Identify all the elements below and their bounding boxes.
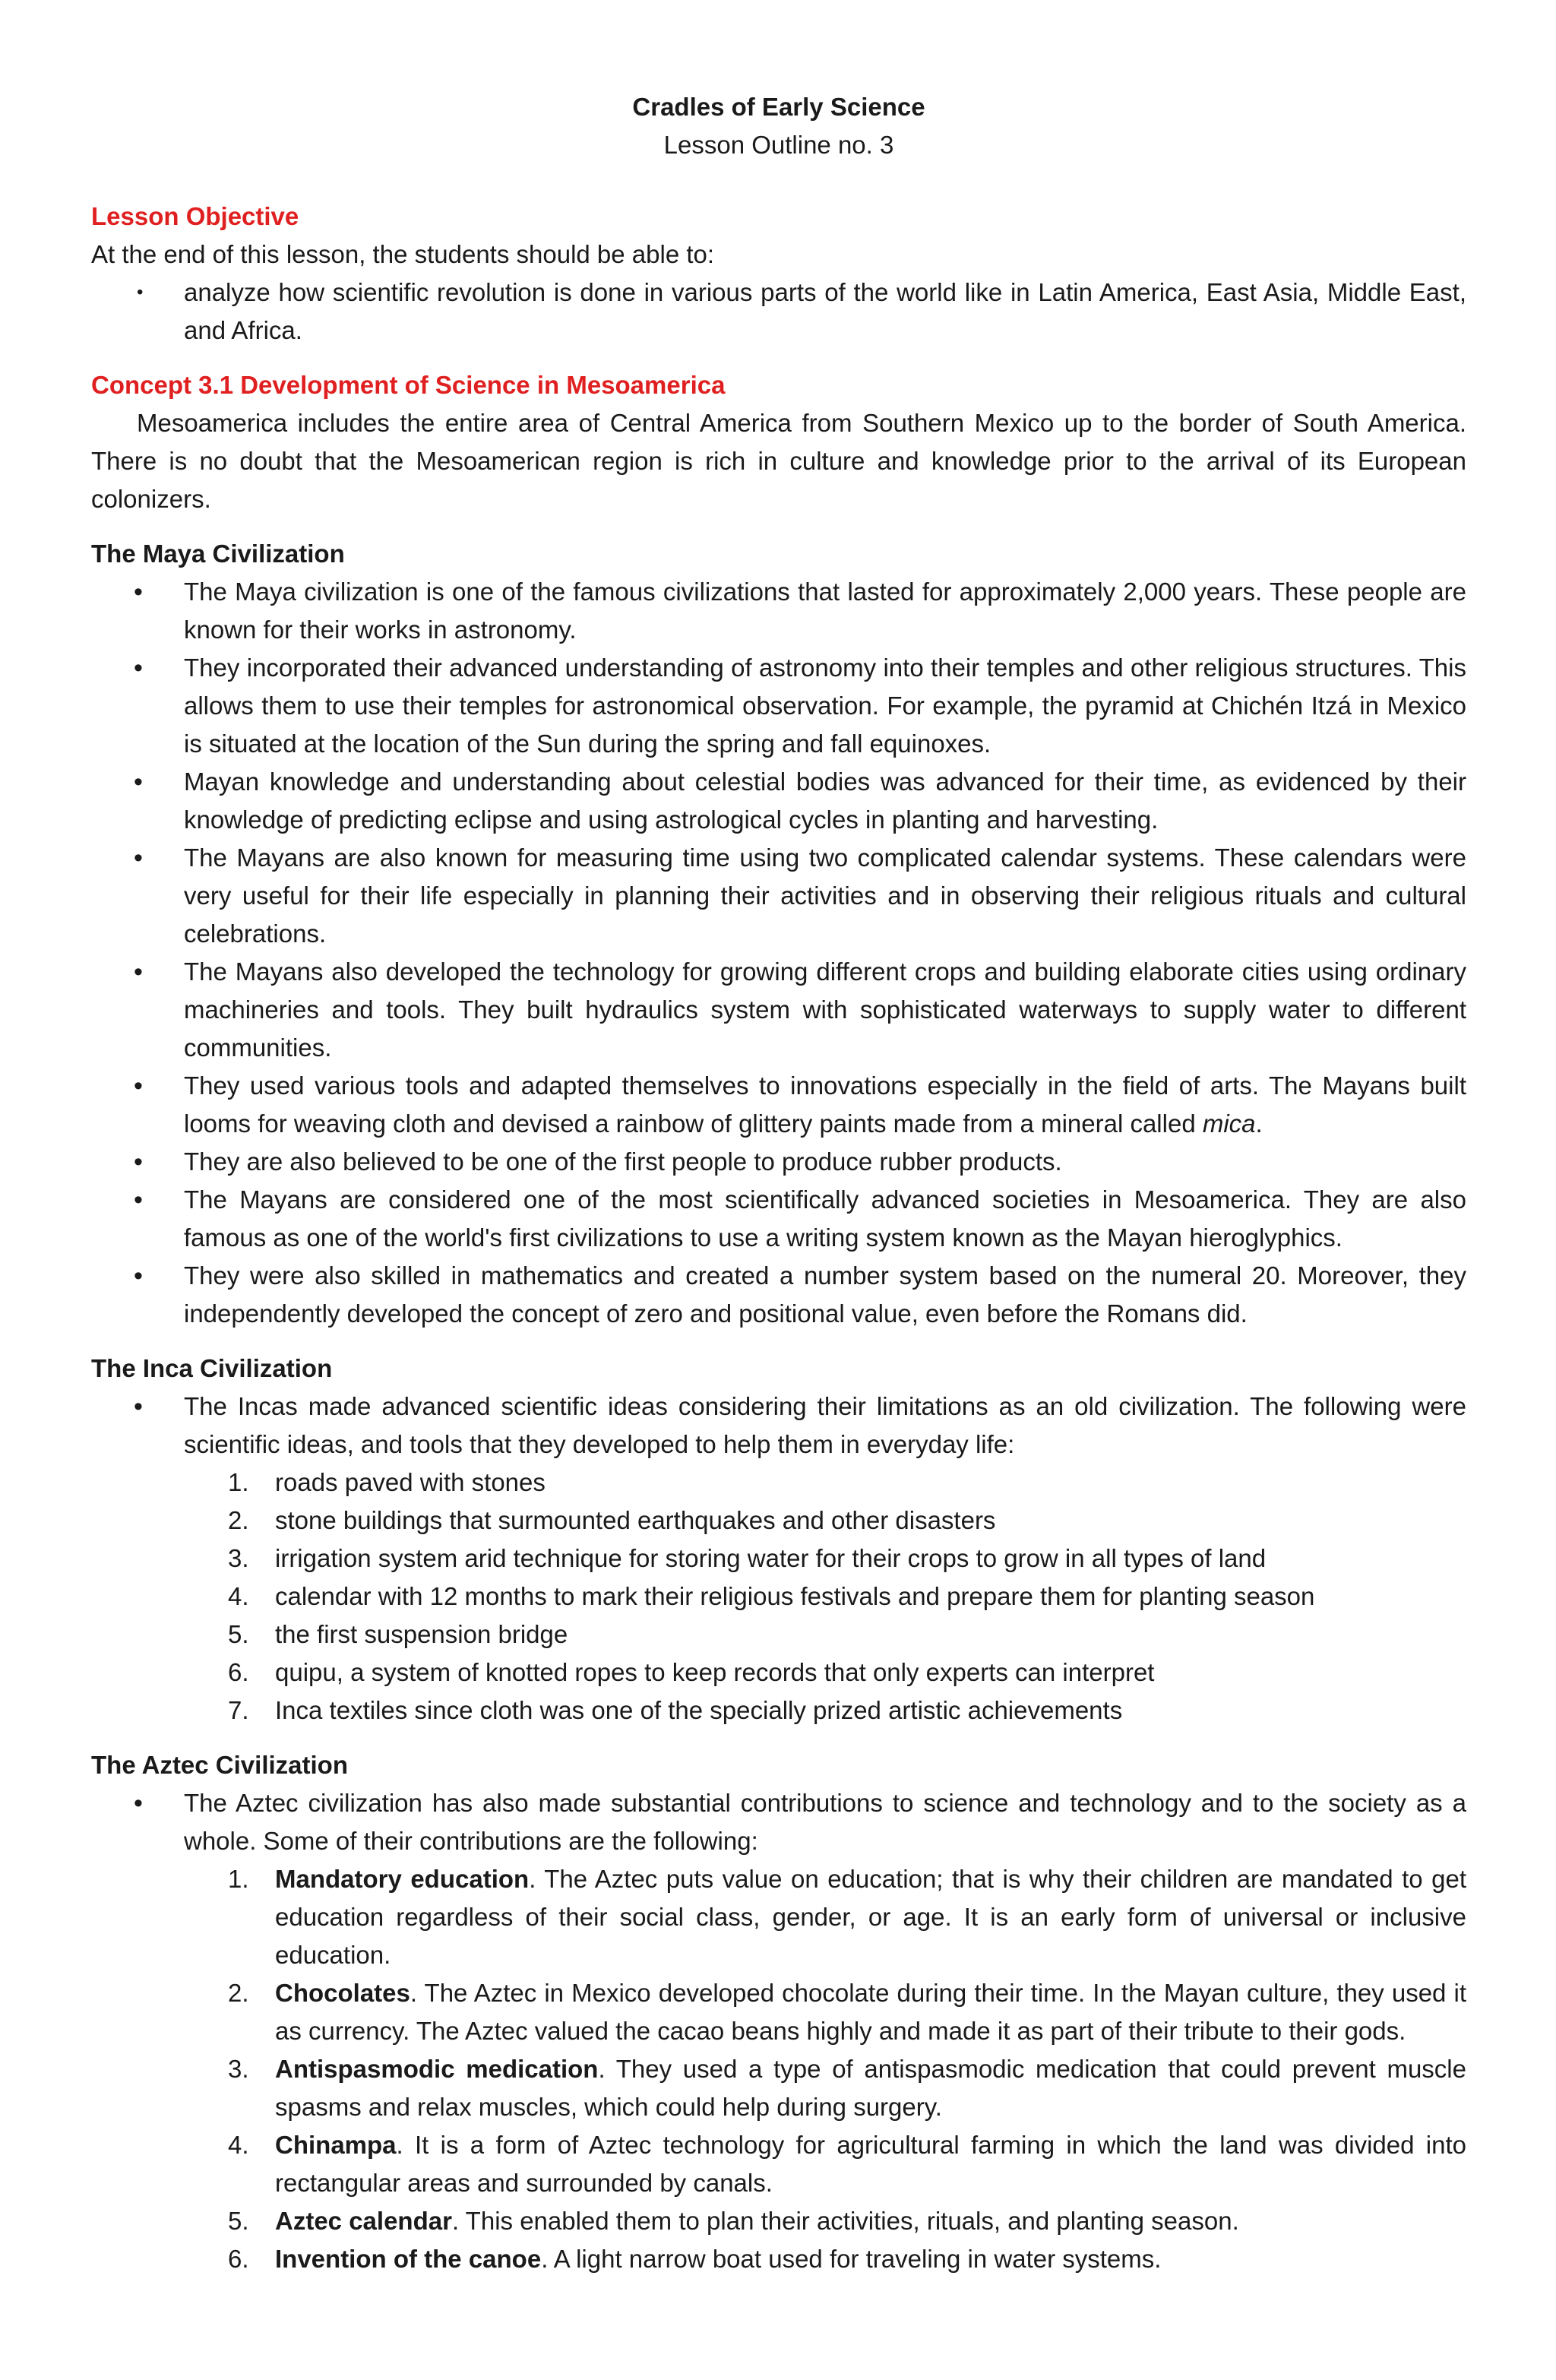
- list-item: [91, 1654, 1466, 1692]
- item-text: stone buildings that surmounted earthquakes and other disasters: [275, 1506, 996, 1534]
- concept-paragraph: Mesoamerica includes the entire area of Central America from Southern Mexico up to the border of South America. There is no doubt that the Mesoamerican region is rich in culture and knowledge prior to the arrival of its European colonizers.: [91, 409, 1466, 513]
- item-number: 4.: [228, 2131, 249, 2159]
- list-item: • They are also believed to be one of the first people to produce rubber products.: [91, 1143, 1466, 1181]
- item-number: 7.: [228, 1696, 249, 1724]
- item-number: 6.: [228, 2245, 249, 2273]
- list-item: [91, 2050, 1466, 2126]
- aztec-heading: The Aztec Civilization: [91, 1751, 348, 1779]
- item-text: . A light narrow boat used for traveling in water systems.: [541, 2245, 1162, 2273]
- arts-text: They used various tools and adapted themselves to innovations especially in the field of arts. The Mayans built looms for weaving cloth and devised a rainbow of glittery paints made from a mineral called: [184, 1071, 1466, 1138]
- list-item: • They were also skilled in mathematics and created a number system based on the numeral 20. Moreover, they independently developed the concept of zero and positional value, even before the Romans did.: [91, 1257, 1466, 1333]
- item-number: 3.: [228, 2055, 249, 2083]
- list-item: [91, 1540, 1466, 1578]
- item-number: 5.: [228, 1620, 249, 1648]
- arts-end: .: [1255, 1109, 1263, 1138]
- item-number: 1.: [228, 1468, 249, 1496]
- item-text: irrigation system arid technique for storing water for their crops to grow in all types of land: [275, 1544, 1267, 1572]
- item-text: . The Aztec in Mexico developed chocolate during their time. In the Mayan culture, they used it as currency. The Aztec valued the cacao beans highly and made it as part of their tribute to their gods.: [275, 1979, 1466, 2045]
- item-text: . It is a form of Aztec technology for agricultural farming in which the land was divided into rectangular areas and surrounded by canals.: [275, 2131, 1466, 2197]
- document-title: Cradles of Early Science: [632, 93, 925, 121]
- item-number: 3.: [228, 1544, 249, 1572]
- item-term: Antispasmodic medication: [275, 2055, 599, 2083]
- item-number: 4.: [228, 1582, 249, 1610]
- item-text: calendar with 12 months to mark their religious festivals and prepare them for planting season: [275, 1582, 1315, 1610]
- objective-intro: At the end of this lesson, the students should be able to:: [91, 240, 715, 268]
- item-text: . They used a type of antispasmodic medication that could prevent muscle spasms and relax muscles, which could help during surgery.: [275, 2055, 1466, 2121]
- list-item: [91, 1464, 1466, 1502]
- list-item: • They incorporated their advanced understanding of astronomy into their temples and other religious structures. This allows them to use their temples for astronomical observation. For example, the pyramid at Chichén Itzá in Mexico is situated at the location of the Sun during the spring and fall equinoxes.: [91, 649, 1466, 763]
- list-item: • The Mayans also developed the technology for growing different crops and building elaborate cities using ordinary machineries and tools. They built hydraulics system with sophisticated waterways to supply water to different communities.: [91, 953, 1466, 1067]
- list-item: [91, 1578, 1466, 1616]
- concept-heading: Concept 3.1 Development of Science in Mesoamerica: [91, 371, 726, 399]
- item-text: roads paved with stones: [275, 1468, 546, 1496]
- item-text: . This enabled them to plan their activities, rituals, and planting season.: [451, 2207, 1239, 2235]
- maya-list: [91, 573, 1466, 1333]
- objective-heading: Lesson Objective: [91, 202, 299, 230]
- aztec-numbered-list: [91, 1860, 1466, 2278]
- inca-numbered-list: [91, 1464, 1466, 1730]
- list-item: [91, 2202, 1466, 2240]
- item-text: quipu, a system of knotted ropes to keep records that only experts can interpret: [275, 1658, 1155, 1686]
- objective-list: [91, 274, 1466, 350]
- inca-list: [91, 1388, 1466, 1464]
- item-number: 1.: [228, 1865, 249, 1893]
- aztec-list: [91, 1784, 1466, 1860]
- inca-heading: The Inca Civilization: [91, 1354, 333, 1382]
- maya-heading: The Maya Civilization: [91, 540, 345, 568]
- list-item: [91, 2126, 1466, 2202]
- list-item: [91, 1502, 1466, 1540]
- title-block: [91, 88, 1466, 164]
- item-number: 2.: [228, 1506, 249, 1534]
- item-number: 6.: [228, 1658, 249, 1686]
- list-item: [91, 1616, 1466, 1654]
- item-text: . The Aztec puts value on education; that is why their children are mandated to get education regardless of their social class, gender, or age. It is an early form of universal or inclusive education.: [275, 1865, 1466, 1969]
- document-page: [91, 88, 1466, 2278]
- item-number: 5.: [228, 2207, 249, 2235]
- list-item: • Mayan knowledge and understanding about celestial bodies was advanced for their time, as evidenced by their knowledge of predicting eclipse and using astrological cycles in planting and harvesting.: [91, 763, 1466, 839]
- item-term: Chinampa: [275, 2131, 397, 2159]
- item-term: Aztec calendar: [275, 2207, 452, 2235]
- list-item: [91, 1692, 1466, 1730]
- list-item: [91, 1974, 1466, 2050]
- list-item: • The Mayans are considered one of the most scientifically advanced societies in Mesoamerica. They are also famous as one of the world's first civilizations to use a writing system known as the Mayan hieroglyphics.: [91, 1181, 1466, 1257]
- inca-intro: • The Incas made advanced scientific ideas considering their limitations as an old civilization. The following were scientific ideas, and tools that they developed to help them in everyday life:: [91, 1388, 1466, 1464]
- document-subtitle: Lesson Outline no. 3: [663, 131, 894, 159]
- list-item: • The Mayans are also known for measuring time using two complicated calendar systems. These calendars were very useful for their life especially in planning their activities and in observing their religious rituals and cultural celebrations.: [91, 839, 1466, 953]
- list-item: [91, 1067, 1466, 1143]
- item-term: Chocolates: [275, 1979, 410, 2007]
- mica-term: mica: [1202, 1109, 1256, 1138]
- list-item: [91, 2240, 1466, 2278]
- item-term: Invention of the canoe: [275, 2245, 542, 2273]
- item-text: the first suspension bridge: [275, 1620, 568, 1648]
- objective-item: • analyze how scientific revolution is done in various parts of the world like in Latin America, East Asia, Middle East, and Africa.: [91, 274, 1466, 350]
- item-number: 2.: [228, 1979, 249, 2007]
- aztec-intro: • The Aztec civilization has also made substantial contributions to science and technology and to the society as a whole. Some of their contributions are the following:: [91, 1784, 1466, 1860]
- item-term: Mandatory education: [275, 1865, 530, 1893]
- list-item: • The Maya civilization is one of the famous civilizations that lasted for approximately 2,000 years. These people are known for their works in astronomy.: [91, 573, 1466, 649]
- item-text: Inca textiles since cloth was one of the specially prized artistic achievements: [275, 1696, 1123, 1724]
- list-item: [91, 1860, 1466, 1974]
